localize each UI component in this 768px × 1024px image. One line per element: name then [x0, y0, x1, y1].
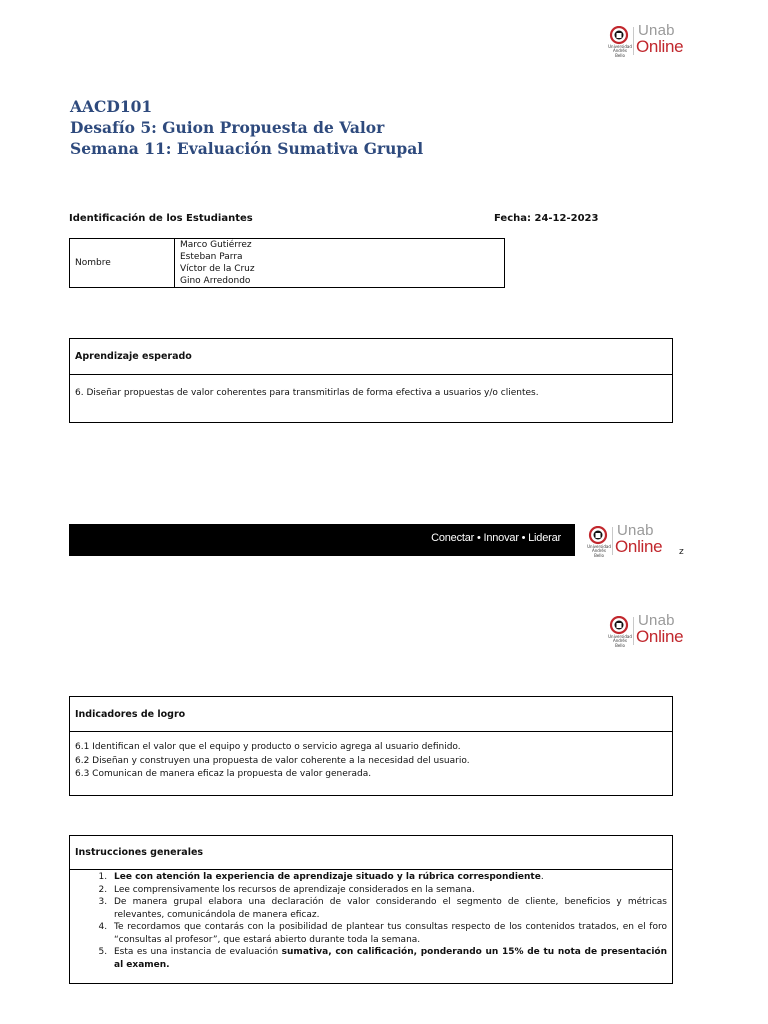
- student-name: Esteban Parra: [180, 252, 243, 262]
- student-name: Gino Arredondo: [180, 276, 251, 286]
- students-table: [69, 238, 505, 288]
- brand-unab: Unab: [638, 22, 675, 39]
- instruction-item: 4. Te recordamos que contarás con la posibilidad de plantear tus consultas respecto de los contenidos tratados, en el foro “consultas al profesor”, que estará abierto durante toda la semana.: [110, 921, 667, 946]
- expected-learning-text: 6. Diseñar propuestas de valor coherentes para transmitirlas de forma efectiva a usuarios y/o clientes.: [75, 388, 539, 398]
- instruction-item: 1. Lee con atención la experiencia de aprendizaje situado y la rúbrica correspondiente.: [110, 871, 667, 884]
- students-identification-label: Identificación de los Estudiantes: [69, 213, 253, 224]
- names-cell: [175, 239, 505, 288]
- brand-online: Online: [615, 537, 663, 556]
- document-title: [70, 96, 423, 159]
- footer-bar: [69, 524, 575, 556]
- student-name: Marco Gutiérrez: [180, 240, 252, 250]
- challenge-title: Desafío 5: Guion Propuesta de Valor: [70, 118, 385, 137]
- instructions-body: [70, 870, 672, 971]
- instructions-list: [75, 871, 667, 971]
- unab-online-logo-page2: [608, 614, 690, 648]
- indicators-box: [69, 696, 673, 796]
- footer-slogan: Conectar • Innovar • Liderar: [431, 532, 561, 544]
- footer-mark: z: [679, 547, 684, 557]
- brand-online: Online: [636, 627, 684, 646]
- indicators-list: [70, 732, 672, 782]
- unab-online-logo-footer: [587, 524, 669, 558]
- university-name: Universidad Andrés Bello: [587, 544, 611, 558]
- indicator-item: 6.1 Identifican el valor que el equipo y producto o servicio agrega al usuario definido.: [75, 742, 461, 752]
- instructions-title: Instrucciones generales: [70, 836, 672, 870]
- name-label-cell: Nombre: [70, 239, 175, 288]
- instruction-item: 5. Esta es una instancia de evaluación sumativa, con calificación, ponderando un 15% de tu nota de presentación al examen.: [110, 946, 667, 971]
- course-code: AACD101: [70, 97, 153, 116]
- expected-learning-title: Aprendizaje esperado: [70, 339, 672, 375]
- date-label: Fecha: 24-12-2023: [494, 213, 599, 224]
- student-name: Víctor de la Cruz: [180, 264, 255, 274]
- indicator-item: 6.3 Comunican de manera eficaz la propuesta de valor generada.: [75, 769, 372, 779]
- instruction-item: 2. Lee comprensivamente los recursos de aprendizaje considerados en la semana.: [110, 884, 667, 897]
- brand-online: Online: [636, 37, 684, 56]
- university-name: Universidad Andrés Bello: [608, 44, 632, 58]
- indicators-title: Indicadores de logro: [70, 697, 672, 732]
- brand-unab: Unab: [617, 522, 654, 539]
- unab-online-logo: [608, 24, 690, 58]
- expected-learning-box: [69, 338, 673, 423]
- week-title: Semana 11: Evaluación Sumativa Grupal: [70, 139, 424, 158]
- indicator-item: 6.2 Diseñan y construyen una propuesta de valor coherente a la necesidad del usuario.: [75, 755, 470, 766]
- brand-unab: Unab: [638, 612, 675, 629]
- instructions-box: [69, 835, 673, 984]
- university-name: Universidad Andrés Bello: [608, 634, 632, 648]
- instruction-item: 3. De manera grupal elabora una declaración de valor considerando el segmento de cliente, beneficios y métricas relevantes, comunicándola de manera eficaz.: [110, 896, 667, 921]
